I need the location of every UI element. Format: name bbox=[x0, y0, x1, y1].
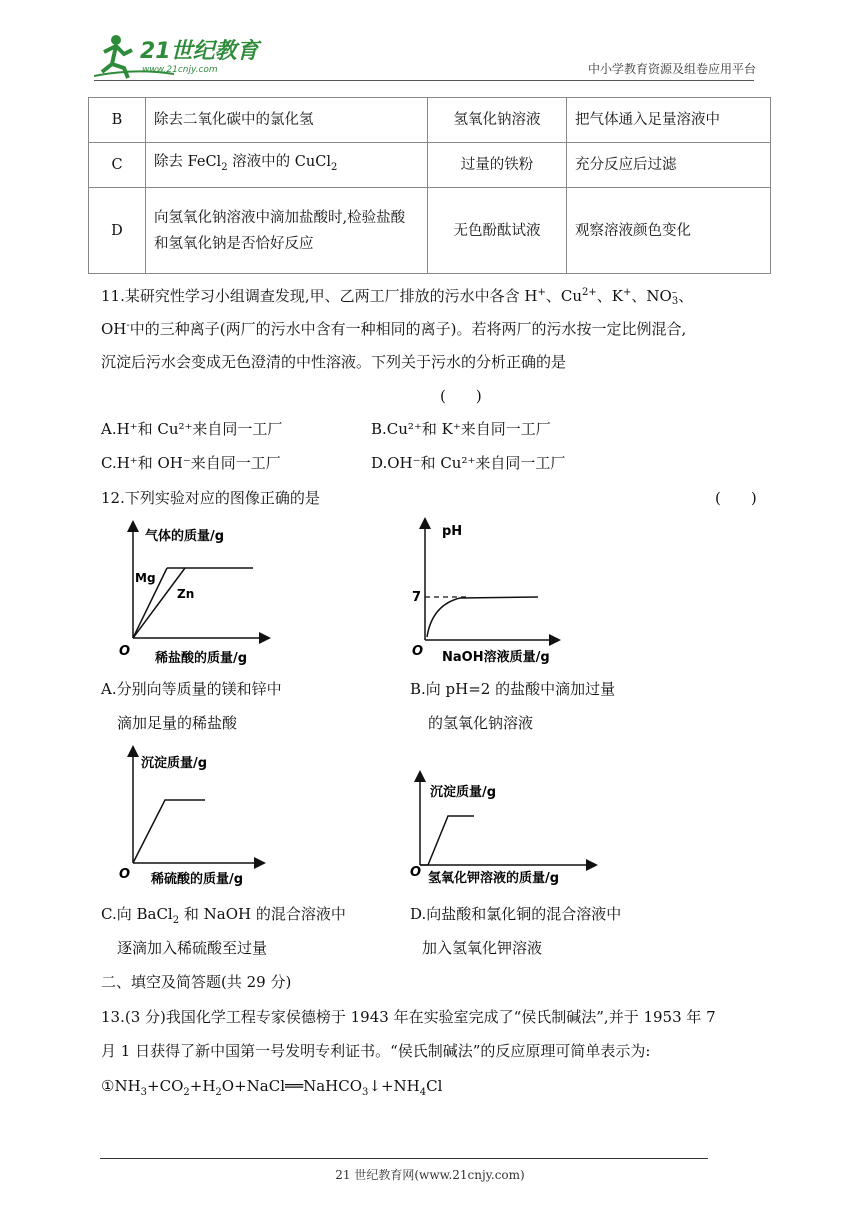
subscript: 2 bbox=[215, 1087, 222, 1098]
subscript: 2 bbox=[221, 161, 228, 173]
eq-text: NaHCO bbox=[303, 1077, 362, 1095]
header-divider bbox=[94, 80, 754, 81]
eq-text: ↓+NH bbox=[368, 1077, 420, 1095]
caption-text: 和 NaOH 的混合溶液中 bbox=[179, 905, 346, 923]
q11-text: 、K bbox=[596, 287, 623, 305]
zn-label: Zn bbox=[177, 587, 195, 601]
footer-link[interactable]: 21 世纪教育网(www.21cnjy.com) bbox=[335, 1168, 525, 1182]
table-row bbox=[89, 188, 771, 274]
caption-a1: A.分别向等质量的镁和锌中 bbox=[101, 680, 282, 698]
caption-b1: B.向 pH=2 的盐酸中滴加过量 bbox=[410, 680, 616, 698]
row-reagent: 过量的铁粉 bbox=[428, 143, 567, 188]
subscript: 3 bbox=[140, 1087, 148, 1098]
row-label: D bbox=[89, 188, 146, 274]
logo-text: 21世纪教育 bbox=[140, 39, 259, 64]
origin-label: O bbox=[119, 644, 131, 659]
y-label: 气体的质量/g bbox=[145, 529, 225, 544]
purpose-text: 除去 FeCl bbox=[154, 154, 222, 171]
subscript: 3 bbox=[362, 1087, 369, 1098]
row-purpose bbox=[146, 143, 428, 188]
origin-label: O bbox=[119, 867, 131, 882]
options-table bbox=[88, 97, 771, 274]
q11-line2: OH-中的三种离子(两厂的污水中含有一种相同的离子)。若将两厂的污水按一定比例混合, bbox=[101, 320, 687, 338]
origin-label: O bbox=[410, 865, 422, 880]
subscript: 2 bbox=[172, 915, 180, 926]
y-label: pH bbox=[442, 524, 463, 539]
ph-curve bbox=[427, 597, 538, 637]
x-label: 稀盐酸的质量/g bbox=[155, 651, 248, 666]
caption-c1 bbox=[101, 903, 346, 926]
q11-text: 、 bbox=[678, 287, 694, 305]
q11-text: 11.某研究性学习小组调查发现,甲、乙两工厂排放的污水中各含 H bbox=[101, 287, 538, 305]
q13-equation bbox=[101, 1077, 442, 1098]
mg-label: Mg bbox=[135, 571, 156, 585]
q13-line1: 13.(3 分)我国化学工程专家侯德榜于 1943 年在实验室完成了“侯氏制碱法”,并于 1953 年 7 bbox=[101, 1008, 716, 1026]
graph-c bbox=[115, 745, 275, 890]
caption-d1: D.向盐酸和氯化铜的混合溶液中 bbox=[410, 905, 622, 923]
caption-a2: 滴加足量的稀盐酸 bbox=[117, 714, 238, 732]
y-label: 沉淀质量/g bbox=[430, 785, 497, 800]
eq-text: +CO bbox=[147, 1077, 184, 1095]
eq-text: O+NaCl bbox=[221, 1077, 285, 1095]
row-purpose: 向氢氧化钠溶液中滴加盐酸时,检验盐酸和氢氧化钠是否恰好反应 bbox=[146, 188, 428, 274]
x-label: 稀硫酸的质量/g bbox=[151, 872, 244, 887]
caption-d2: 加入氢氧化钾溶液 bbox=[422, 939, 543, 957]
caption-b2: 的氢氧化钠溶液 bbox=[428, 714, 534, 732]
answer-bracket: ( ) bbox=[715, 489, 757, 507]
q11-option-c: C.H⁺和 OH⁻来自同一工厂 bbox=[101, 454, 281, 472]
row-label: B bbox=[89, 98, 146, 143]
graph-d bbox=[402, 770, 602, 890]
q11-text: 、NO bbox=[631, 287, 672, 305]
section-heading: 二、填空及简答题(共 29 分) bbox=[101, 973, 292, 991]
logo-url: www.21cnjy.com bbox=[142, 65, 218, 75]
graph-a bbox=[115, 518, 275, 668]
logo bbox=[94, 30, 264, 82]
caption-text: C.向 BaCl bbox=[101, 905, 173, 923]
q11-text: OH bbox=[101, 320, 127, 338]
eq-text: +H bbox=[189, 1077, 216, 1095]
q11-text: 中的三种离子(两厂的污水中含有一种相同的离子)。若将两厂的污水按一定比例混合, bbox=[129, 320, 687, 338]
eq-text: ①NH bbox=[101, 1077, 141, 1095]
row-method: 充分反应后过滤 bbox=[567, 143, 771, 188]
precipitate-line bbox=[133, 800, 205, 863]
table-row bbox=[89, 143, 771, 188]
tick-7: 7 bbox=[412, 590, 422, 605]
subscript: 4 bbox=[419, 1087, 427, 1098]
q11-text: 、Cu bbox=[545, 287, 583, 305]
q13-line2: 月 1 日获得了新中国第一号发明专利证书。“侯氏制碱法”的反应原理可简单表示为: bbox=[101, 1042, 651, 1060]
y-label: 沉淀质量/g bbox=[141, 756, 208, 771]
platform-name: 中小学教育资源及组卷应用平台 bbox=[587, 62, 756, 76]
reaction-arrow: ══ bbox=[285, 1077, 304, 1095]
q11-option-d: D.OH⁻和 Cu²⁺来自同一工厂 bbox=[371, 454, 566, 472]
origin-label: O bbox=[412, 644, 424, 659]
row-label: C bbox=[89, 143, 146, 188]
row-method: 观察溶液颜色变化 bbox=[567, 188, 771, 274]
subscript: 2 bbox=[183, 1087, 190, 1098]
precipitate-line bbox=[420, 816, 474, 865]
runner-logo-icon bbox=[94, 30, 264, 82]
q12-stem: 12.下列实验对应的图像正确的是 bbox=[101, 489, 320, 507]
q11-line1: 11.某研究性学习小组调查发现,甲、乙两工厂排放的污水中各含 H+、$Cu^{2+}$、K+、NO – 3 、 bbox=[101, 287, 694, 307]
footer-divider bbox=[100, 1158, 708, 1159]
x-label: 氢氧化钾溶液的质量/g bbox=[428, 871, 560, 886]
subscript: 2 bbox=[330, 161, 338, 173]
row-reagent: 氢氧化钠溶液 bbox=[428, 98, 567, 143]
x-label: NaOH溶液质量/g bbox=[442, 650, 550, 665]
eq-text: Cl bbox=[426, 1077, 443, 1095]
table-row bbox=[89, 98, 771, 143]
purpose-text: 溶液中的 CuCl bbox=[227, 154, 331, 171]
q11-option-b: B.Cu²⁺和 K⁺来自同一工厂 bbox=[371, 420, 551, 438]
row-reagent: 无色酚酞试液 bbox=[428, 188, 567, 274]
q11-option-a: A.H⁺和 Cu²⁺来自同一工厂 bbox=[101, 420, 283, 438]
caption-c2: 逐滴加入稀硫酸至过量 bbox=[117, 939, 268, 957]
graph-b bbox=[400, 515, 580, 670]
answer-bracket: ( ) bbox=[440, 387, 482, 405]
q11-line3: 沉淀后污水会变成无色澄清的中性溶液。下列关于污水的分析正确的是 bbox=[101, 353, 567, 371]
row-method: 把气体通入足量溶液中 bbox=[567, 98, 771, 143]
row-purpose: 除去二氧化碳中的氯化氢 bbox=[146, 98, 428, 143]
